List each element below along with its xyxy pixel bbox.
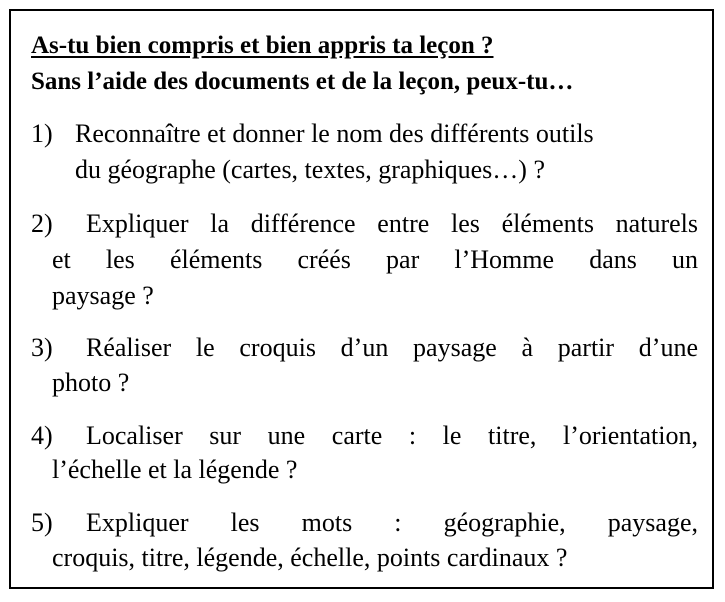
question-5-line-2: croquis, titre, légende, échelle, points cardinaux ? <box>52 543 568 572</box>
question-2-line-3: paysage ? <box>52 281 154 310</box>
question-1-number: 1) <box>31 119 53 148</box>
question-5-line-1: Expliquer les mots : géographie, paysage, <box>86 508 698 537</box>
question-2-line-2: et les éléments créés par l’Homme dans un <box>52 245 698 274</box>
question-1-line-2: du géographe (cartes, textes, graphiques…) ? <box>75 155 545 184</box>
question-4-line-1: Localiser sur une carte : le titre, l’orientation, <box>86 421 698 450</box>
question-5-number: 5) <box>31 508 53 537</box>
question-3-line-1: Réaliser le croquis d’un paysage à partir d’une <box>86 333 698 362</box>
question-4-line-2: l’échelle et la légende ? <box>52 455 298 484</box>
question-2-line-1: Expliquer la différence entre les éléments naturels <box>86 209 698 238</box>
box-title: As-tu bien compris et bien appris ta leçon ? <box>31 32 494 59</box>
question-3-line-2: photo ? <box>52 368 130 397</box>
question-4-number: 4) <box>31 421 53 450</box>
box-subtitle: Sans l’aide des documents et de la leçon, peux-tu… <box>31 68 574 95</box>
question-2-number: 2) <box>31 209 53 238</box>
question-3-number: 3) <box>31 333 53 362</box>
question-1-line-1: Reconnaître et donner le nom des différents outils <box>75 119 594 148</box>
